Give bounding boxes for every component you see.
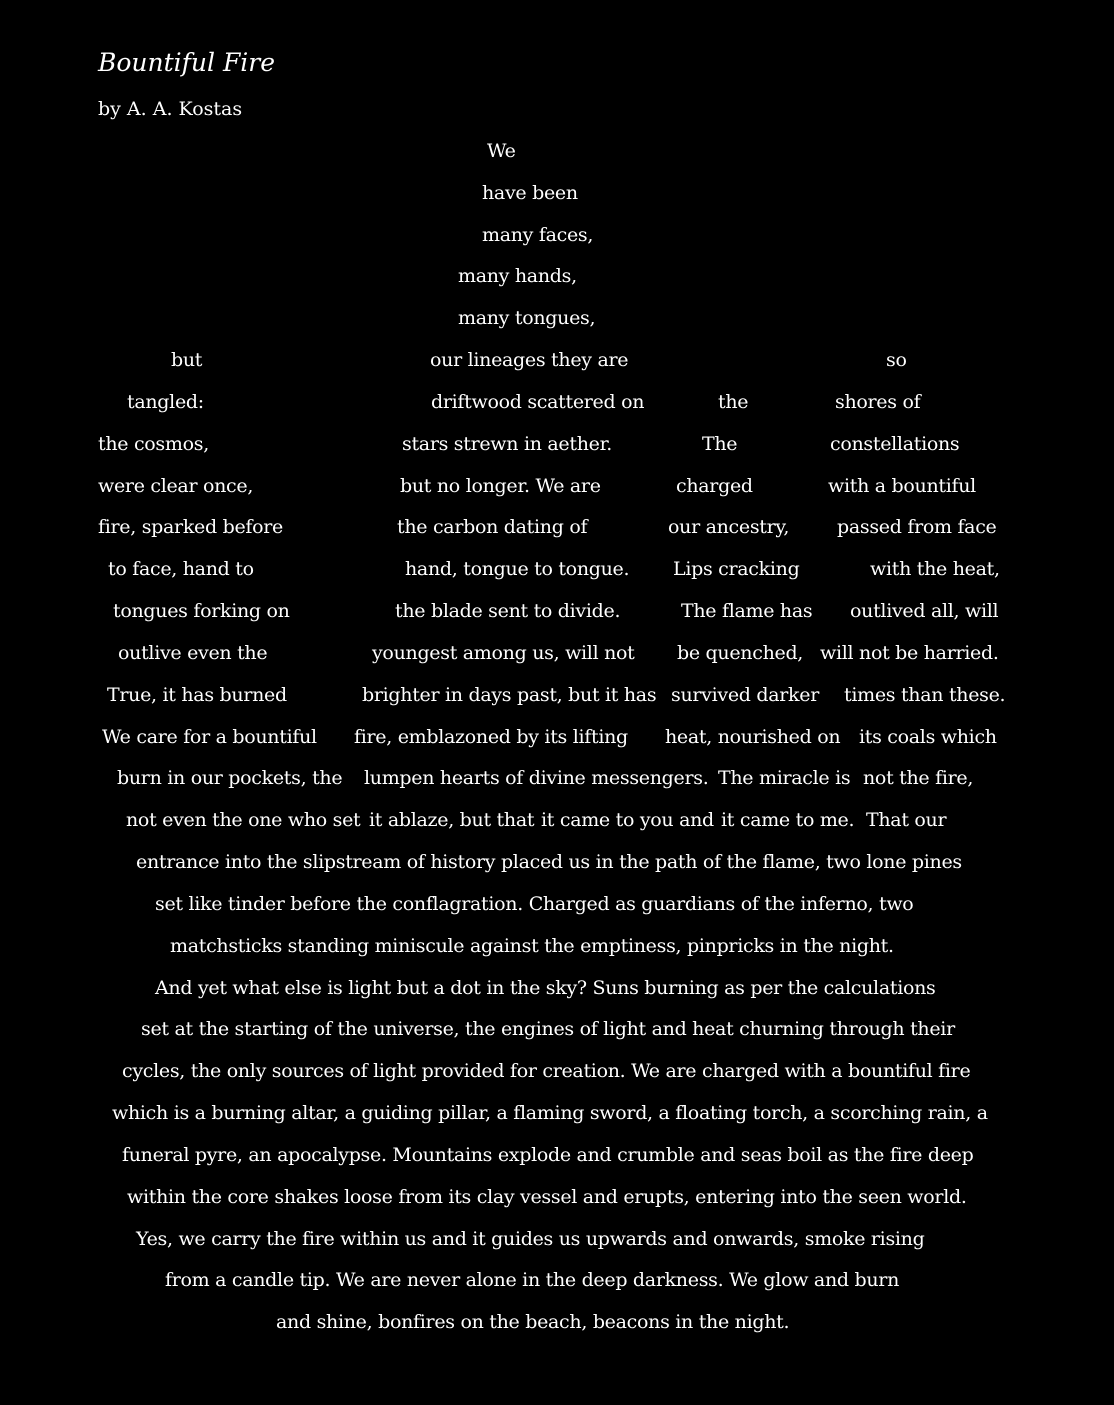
poem-line-14-segment-3: survived darker	[671, 684, 819, 706]
poem-line-12-segment-3: The flame has	[681, 600, 813, 622]
poem-line-10-segment-1: fire, sparked before	[98, 516, 284, 538]
poem-line-14-segment-4: times than these.	[844, 684, 1006, 706]
poem-line-11-segment-4: with the heat,	[870, 558, 1000, 580]
poem-line-7-segment-4: shores of	[835, 391, 921, 413]
poem-line-9-segment-2: but no longer. We are	[400, 475, 601, 497]
poem-line-6-segment-1: but	[171, 349, 203, 371]
poem-line-22-segment-1: set at the starting of the universe, the engines of light and heat churning through their	[141, 1018, 955, 1040]
poem-line-1-segment-1: We	[487, 140, 516, 162]
poem-line-24-segment-1: which is a burning altar, a guiding pillar, a flaming sword, a floating torch, a scorching rain, a	[112, 1102, 988, 1124]
poem-line-23-segment-1: cycles, the only sources of light provided for creation. We are charged with a bountiful fire	[122, 1060, 971, 1082]
poem-line-10-segment-4: passed from face	[837, 516, 997, 538]
poem-line-12-segment-4: outlived all, will	[850, 600, 999, 622]
poem-line-9-segment-1: were clear once,	[98, 475, 254, 497]
poem-line-16-segment-1: burn in our pockets, the	[117, 767, 343, 789]
poem-line-21-segment-1: And yet what else is light but a dot in the sky? Suns burning as per the calculations	[155, 977, 936, 999]
poem-line-28-segment-1: from a candle tip. We are never alone in the deep darkness. We glow and burn	[165, 1269, 900, 1291]
poem-line-16-segment-4: not the fire,	[863, 767, 974, 789]
poem-line-8-segment-2: stars strewn in aether.	[402, 433, 613, 455]
poem-line-15-segment-1: We care for a bountiful	[102, 726, 317, 748]
poem-line-17-segment-2: it ablaze, but that	[369, 809, 535, 831]
poem-line-13-segment-4: will not be harried.	[820, 642, 999, 664]
poem-line-10-segment-3: our ancestry,	[668, 516, 790, 538]
poem-line-6-segment-2: our lineages they are	[430, 349, 629, 371]
poem-line-12-segment-1: tongues forking on	[113, 600, 290, 622]
poem-line-27-segment-1: Yes, we carry the fire within us and it guides us upwards and onwards, smoke rising	[136, 1228, 925, 1250]
poem-line-8-segment-3: The	[702, 433, 738, 455]
poem-line-29-segment-1: and shine, bonfires on the beach, beacons in the night.	[276, 1311, 790, 1333]
poem-line-19-segment-1: set like tinder before the conflagration. Charged as guardians of the inferno, two	[155, 893, 914, 915]
poem-line-14-segment-2: brighter in days past, but it has	[362, 684, 657, 706]
poem-line-13-segment-3: be quenched,	[677, 642, 804, 664]
poem-line-13-segment-2: youngest among us, will not	[372, 642, 635, 664]
poem-line-5-segment-1: many tongues,	[458, 307, 596, 329]
poem-line-10-segment-2: the carbon dating of	[397, 516, 588, 538]
poem-line-11-segment-1: to face, hand to	[108, 558, 254, 580]
poem-line-12-segment-2: the blade sent to divide.	[395, 600, 621, 622]
poem-line-26-segment-1: within the core shakes loose from its clay vessel and erupts, entering into the seen world.	[127, 1186, 967, 1208]
poem-line-11-segment-3: Lips cracking	[673, 558, 800, 580]
poem-line-15-segment-3: heat, nourished on	[665, 726, 841, 748]
poem-line-17-segment-1: not even the one who set	[126, 809, 361, 831]
poem-line-11-segment-2: hand, tongue to tongue.	[405, 558, 630, 580]
poem-line-7-segment-2: driftwood scattered on	[431, 391, 645, 413]
poem-line-16-segment-2: lumpen hearts of divine messengers.	[364, 767, 709, 789]
poem-line-17-segment-5: That our	[866, 809, 947, 831]
poem-line-15-segment-2: fire, emblazoned by its lifting	[354, 726, 628, 748]
poem-line-16-segment-3: The miracle is	[718, 767, 851, 789]
poem-line-8-segment-1: the cosmos,	[98, 433, 209, 455]
poem-line-4-segment-1: many hands,	[458, 265, 577, 287]
poem-line-25-segment-1: funeral pyre, an apocalypse. Mountains explode and crumble and seas boil as the fire deep	[122, 1144, 974, 1166]
poem-byline: by A. A. Kostas	[98, 98, 243, 120]
poem-line-17-segment-3: it came to you and	[541, 809, 714, 831]
poem-line-9-segment-3: charged	[676, 475, 753, 497]
poem-line-13-segment-1: outlive even the	[118, 642, 268, 664]
poem-line-18-segment-1: entrance into the slipstream of history placed us in the path of the flame, two lone pines	[136, 851, 962, 873]
poem-line-6-segment-3: so	[886, 349, 907, 371]
poem-line-2-segment-1: have been	[482, 182, 578, 204]
poem-line-14-segment-1: True, it has burned	[107, 684, 287, 706]
poem-line-15-segment-4: its coals which	[859, 726, 997, 748]
poem-line-9-segment-4: with a bountiful	[828, 475, 976, 497]
poem-line-3-segment-1: many faces,	[482, 224, 594, 246]
poem-line-20-segment-1: matchsticks standing miniscule against the emptiness, pinpricks in the night.	[170, 935, 894, 957]
poem-line-8-segment-4: constellations	[830, 433, 960, 455]
poem-line-17-segment-4: it came to me.	[721, 809, 855, 831]
poem-line-7-segment-3: the	[718, 391, 749, 413]
poem-title: Bountiful Fire	[98, 48, 276, 77]
poem-line-7-segment-1: tangled:	[127, 391, 204, 413]
